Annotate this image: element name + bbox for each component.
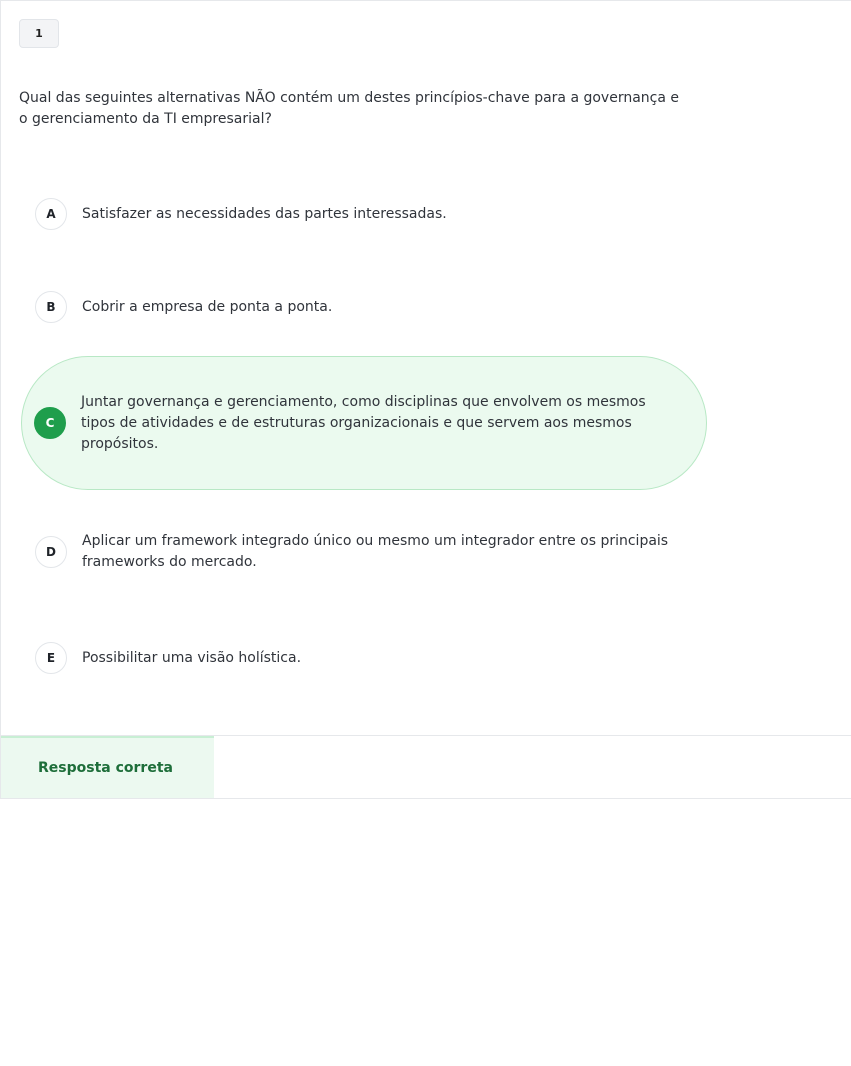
option-letter-e: E bbox=[35, 642, 67, 674]
tab-correct-answer-label: Resposta correta bbox=[38, 760, 173, 776]
option-b[interactable] bbox=[21, 290, 707, 324]
tab-correct-answer[interactable] bbox=[1, 736, 214, 798]
option-c-selected[interactable] bbox=[21, 356, 707, 490]
option-letter-d: D bbox=[35, 536, 67, 568]
question-text: Qual das seguintes alternativas NÃO contém um destes princípios-chave para a governança e o gerenciamento da TI empresarial? bbox=[19, 90, 680, 127]
option-text-d: Aplicar um framework integrado único ou mesmo um integrador entre os principais frameworks do mercado. bbox=[82, 533, 669, 570]
option-letter-b: B bbox=[35, 291, 67, 323]
question-number-badge: 1 bbox=[19, 19, 59, 48]
option-text-a: Satisfazer as necessidades das partes interessadas. bbox=[82, 205, 447, 222]
option-letter-a: A bbox=[35, 198, 67, 230]
option-e[interactable] bbox=[21, 641, 707, 675]
option-letter-c: C bbox=[34, 407, 66, 439]
option-text-c: Juntar governança e gerenciamento, como disciplinas que envolvem os mesmos tipos de atividades e de estruturas organizacionais e que servem aos mesmos propósitos. bbox=[81, 393, 646, 452]
option-d[interactable] bbox=[21, 530, 707, 574]
option-text-b: Cobrir a empresa de ponta a ponta. bbox=[82, 298, 333, 315]
option-text-e: Possibilitar uma visão holística. bbox=[82, 649, 302, 666]
option-a[interactable] bbox=[21, 197, 707, 231]
